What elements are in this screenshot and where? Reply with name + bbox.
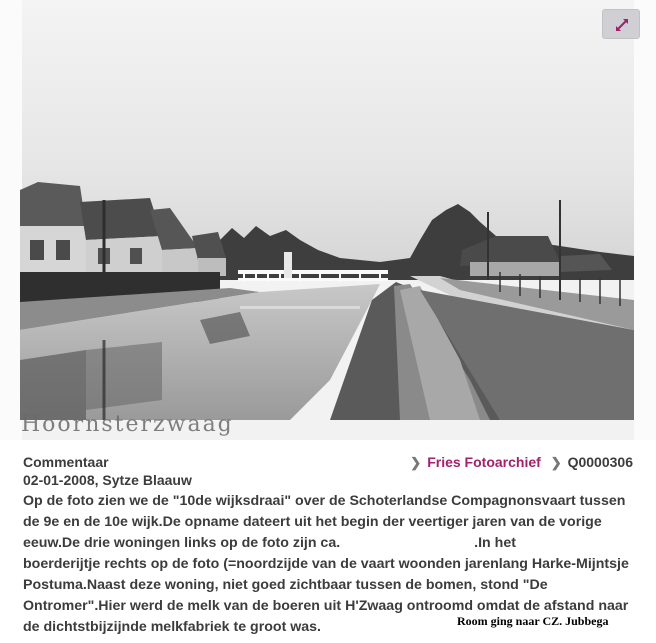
annotation-note: Room ging naar CZ. Jubbega	[457, 614, 609, 628]
expand-photo-button[interactable]	[602, 9, 640, 39]
comment-line: eeuw.De drie woningen links op de foto zijn ca. .In het	[23, 535, 516, 551]
comment-section	[23, 453, 633, 638]
comment-line: boerderijtje rechts op de foto (=noordzijde van de vaart woonden jarenlang Harke-Mijntsje	[23, 556, 629, 572]
chevron-right-icon: ❯	[410, 455, 422, 470]
comment-line: de dichtstbijzijnde melkfabriek te groot was.	[23, 619, 321, 635]
photo-id: Q0000306	[567, 454, 633, 470]
photo-caption: Hoornsterzwaag	[21, 412, 234, 437]
comment-line: Op de foto zien we de "10de wijksdraai" over de Schoterlandse Compagnonsvaart tussen	[23, 493, 626, 509]
comment-author-date: 02-01-2008, Sytze Blaauw	[23, 472, 192, 488]
archive-meta	[410, 453, 633, 471]
expand-arrows-icon	[614, 17, 630, 33]
chevron-right-icon: ❯	[550, 455, 562, 470]
comment-heading: Commentaar	[23, 454, 109, 470]
comment-line: Postuma.Naast deze woning, niet goed zichtbaar tussen de bomen, stond "De	[23, 577, 548, 593]
archive-link[interactable]: Fries Fotoarchief	[427, 454, 541, 470]
comment-line: Ontromer".Hier werd de melk van de boeren uit H'Zwaag ontroomd omdat de afstand naar	[23, 598, 629, 614]
comment-line: de 9e en de 10e wijk.De opname dateert uit het begin der veertiger jaren van de vorige	[23, 514, 602, 530]
